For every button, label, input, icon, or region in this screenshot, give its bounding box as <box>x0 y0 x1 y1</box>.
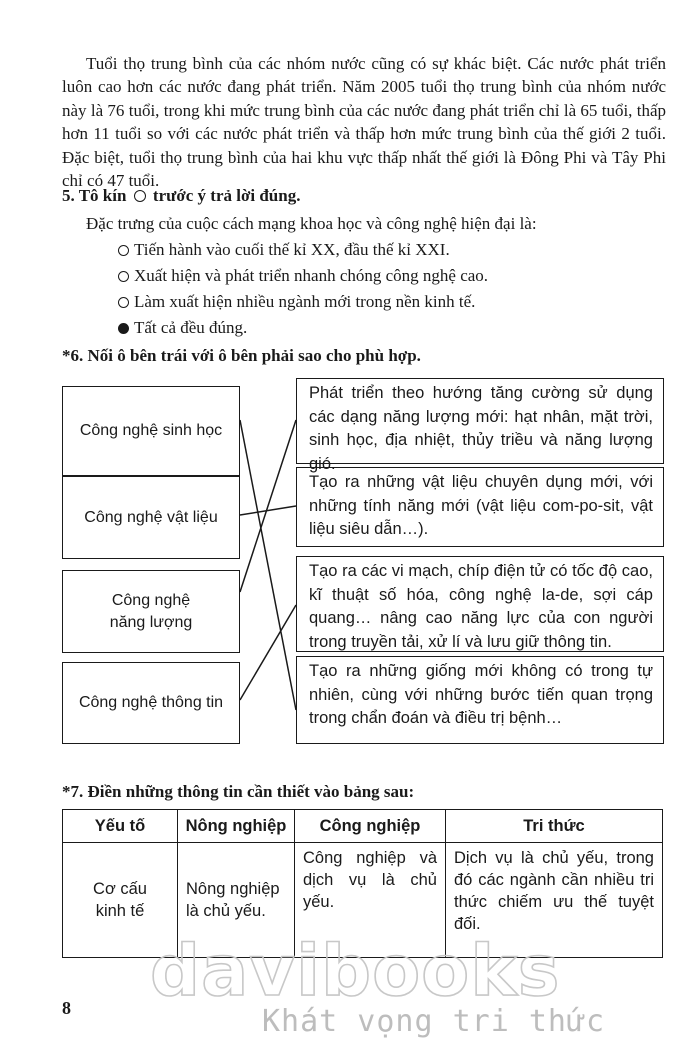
cell-factor: Cơ cấu kinh tế <box>63 843 178 958</box>
q5-heading: 5. Tô kín trước ý trả lời đúng. <box>62 186 301 205</box>
page-number: 8 <box>62 998 71 1018</box>
cell-industry[interactable]: Công nghiệp và dịch vụ là chủ yếu. <box>295 843 446 958</box>
watermark-brand: davibooks <box>150 930 561 1012</box>
table-header-row <box>63 810 663 843</box>
cell-agriculture[interactable]: Nông nghiệp là chủ yếu. <box>178 843 295 958</box>
right-box-energy-desc[interactable]: Phát triển theo hướng tăng cường sử dụng các dạng năng lượng mới: hạt nhân, mặt trời, sinh học, địa nhiệt, thủy triều và năng lượng gió. <box>296 378 664 464</box>
right-box-biotech-desc[interactable]: Tạo ra những giống mới không có trong tự nhiên, cùng với những bước tiến quan trọng trong chẩn đoán và điều trị bệnh… <box>296 656 664 744</box>
match-line-it <box>240 605 296 700</box>
q7-heading: *7. Điền những thông tin cần thiết vào bảng sau: <box>62 782 415 801</box>
left-box-materials[interactable]: Công nghệ vật liệu <box>62 476 240 559</box>
q5-option-4[interactable]: Tất cả đều đúng. <box>118 318 247 338</box>
col-header-knowledge: Tri thức <box>446 810 663 843</box>
col-header-factor: Yếu tố <box>63 810 178 843</box>
cell-knowledge[interactable]: Dịch vụ là chủ yếu, trong đó các ngành cần nhiều tri thức chiếm ưu thế tuyệt đối. <box>446 843 663 958</box>
intro-paragraph-text: Tuổi thọ trung bình của các nhóm nước cũng có sự khác biệt. Các nước phát triển luôn cao hơn các nước đang phát triển. Năm 2005 tuổi thọ trung bình của nhóm nước này là 76 tuổi, trong khi mức trung bình của các nước đang phát triển chỉ là 65 tuổi, thấp hơn 11 tuổi so với các nước phát triển và thấp hơn mức trung bình của thế giới 2 tuổi. Đặc biệt, tuổi thọ trung bình của hai khu vực thấp nhất thế giới là Đông Phi và Tây Phi chỉ có 47 tuổi. <box>62 54 666 191</box>
col-header-industry: Công nghiệp <box>295 810 446 843</box>
right-box-it-desc[interactable]: Tạo ra các vi mạch, chíp điện tử có tốc độ cao, kĩ thuật số hóa, công nghệ la-de, sợi cáp quang… nâng cao năng lực của con người trong truyền tải, xử lí và lưu giữ thông tin. <box>296 556 664 652</box>
q5-option-1[interactable]: Tiến hành vào cuối thế kỉ XX, đầu thế kỉ XXI. <box>118 240 450 260</box>
left-box-biotech[interactable]: Công nghệ sinh học <box>62 386 240 476</box>
left-box-it[interactable]: Công nghệ thông tin <box>62 662 240 744</box>
col-header-agriculture: Nông nghiệp <box>178 810 295 843</box>
q6-heading: *6. Nối ô bên trái với ô bên phải sao cho phù hợp. <box>62 346 421 365</box>
watermark-slogan: Khát vọng tri thức <box>262 1004 606 1039</box>
left-box-energy[interactable]: Công nghệ năng lượng <box>62 570 240 653</box>
right-box-materials-desc[interactable]: Tạo ra những vật liệu chuyên dụng mới, với những tính năng mới (vật liệu com-po-sit, vật liệu siêu dẫn…). <box>296 467 664 547</box>
q5-option-2[interactable]: Xuất hiện và phát triển nhanh chóng công nghệ cao. <box>118 266 488 286</box>
q5-option-3[interactable]: Làm xuất hiện nhiều ngành mới trong nền kinh tế. <box>118 292 475 312</box>
q5-question: Đặc trưng của cuộc cách mạng khoa học và công nghệ hiện đại là: <box>86 214 537 233</box>
